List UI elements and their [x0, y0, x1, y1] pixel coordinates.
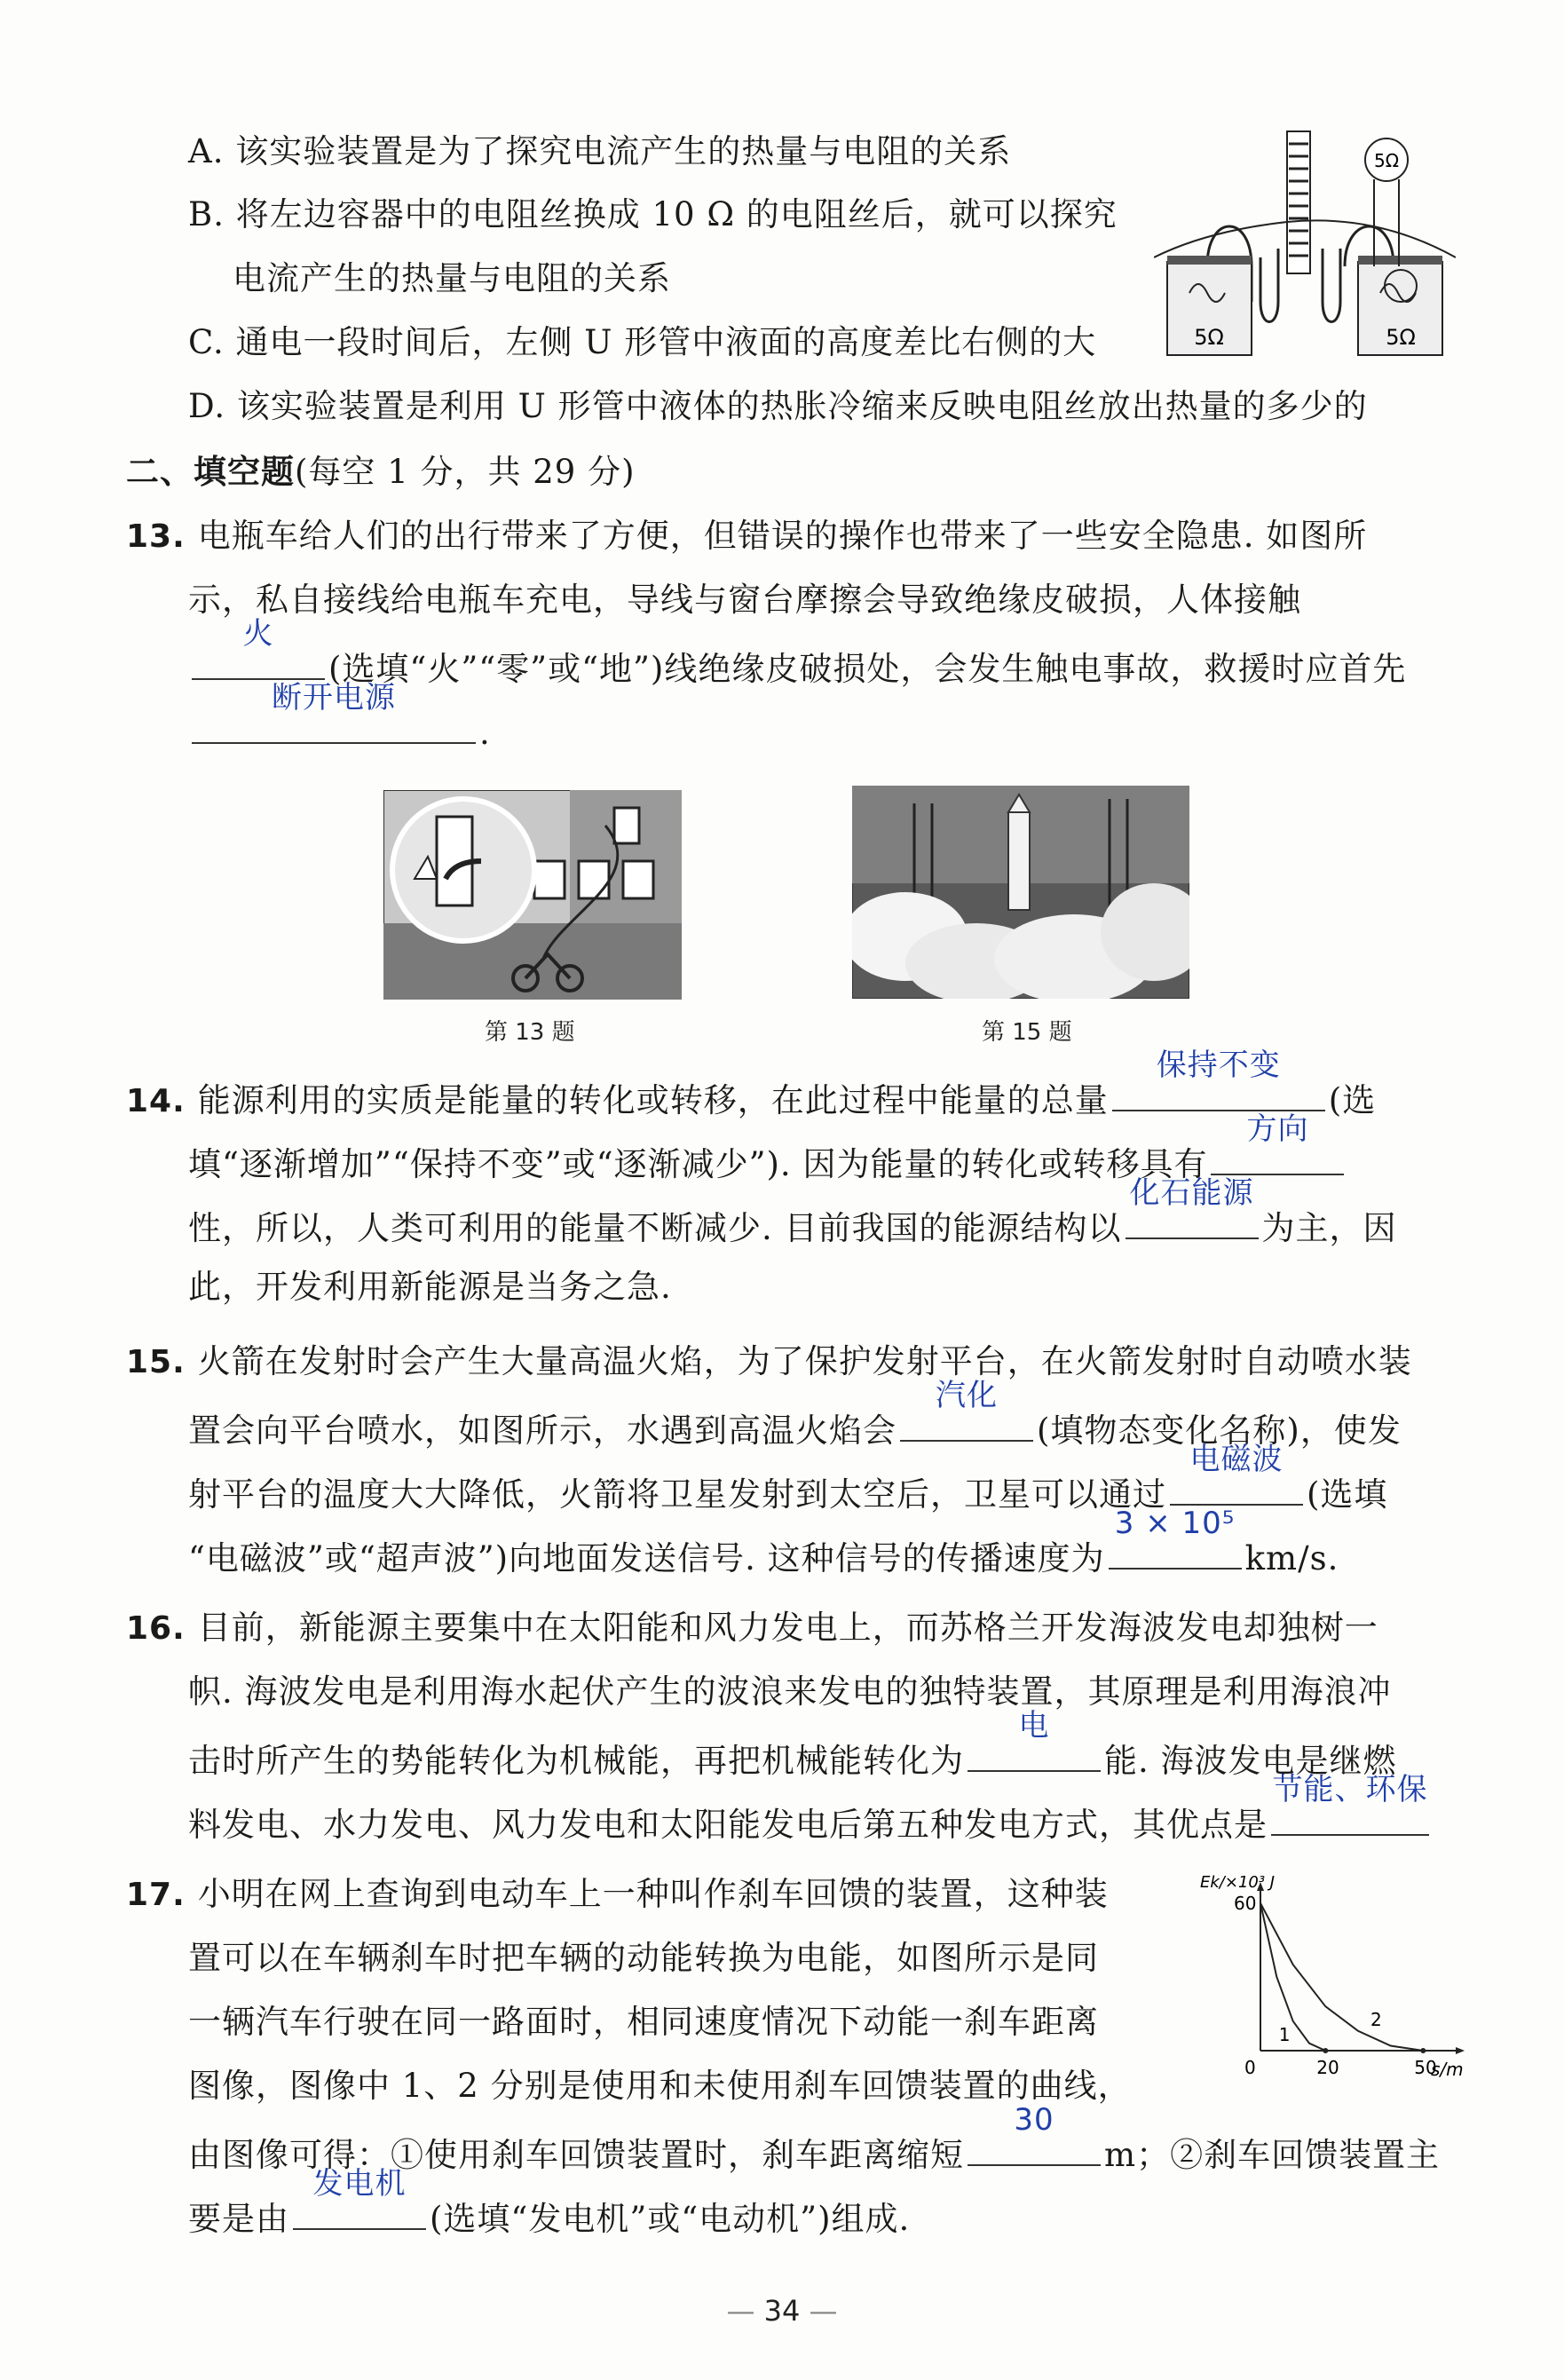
- y-tick-label: 60: [1234, 1892, 1257, 1914]
- q17-line2: 置可以在车辆刹车时把车辆的动能转换为电能，如图所示是同: [188, 1939, 1099, 1977]
- q16-blank2[interactable]: [1271, 1772, 1429, 1836]
- q17-number: 17.: [126, 1877, 186, 1913]
- q14-number: 14.: [126, 1083, 186, 1119]
- q13-text3: (选填“火”“零”或“地”)线绝缘皮破损处，会发生触电事故，救援时应首先: [328, 650, 1407, 688]
- q13-blank1[interactable]: [192, 616, 325, 680]
- x-tick-label: 50: [1414, 2057, 1437, 2077]
- section-heading: [126, 451, 636, 494]
- q13-number: 13.: [126, 518, 186, 555]
- fig13-caption: 第 13 题: [485, 1019, 575, 1046]
- q12-option-c: C. 通电一段时间后，左侧 U 形管中液面的高度差比右侧的大: [188, 323, 1097, 361]
- series-label-2: 2: [1370, 2008, 1382, 2030]
- q13-blank2[interactable]: [192, 680, 476, 744]
- q15-line2: 置会向平台喷水，如图所示，水遇到高温火焰会 汽化 (填物态变化名称)，使发: [188, 1404, 1402, 1452]
- page-number: — 34 —: [726, 2294, 838, 2328]
- q15-line1: 15. 火箭在发射时会产生大量高温火焰，为了保护发射平台，在火箭发射时自动喷水装: [126, 1342, 1412, 1380]
- q16-line3: 击时所产生的势能转化为机械能，再把机械能转化为 电 能. 海波发电是继燃: [188, 1735, 1397, 1783]
- series-end-point-2: [1420, 2048, 1426, 2053]
- q14-line2: 填“逐渐增加”“保持不变”或“逐渐减少”). 因为能量的转化或转移具有 方向: [188, 1138, 1347, 1186]
- q13-answer1: 火: [242, 616, 274, 652]
- q17-answer2: 发电机: [312, 2166, 407, 2202]
- q16-blank1[interactable]: [968, 1708, 1101, 1772]
- q15-answer3: 3 × 10⁵: [1114, 1506, 1236, 1541]
- q12-option-b-line2: 电流产生的热量与电阻的关系: [233, 259, 671, 297]
- x-tick-label: 0: [1244, 2057, 1256, 2077]
- rocket: [1008, 812, 1030, 910]
- q14-blank3[interactable]: [1126, 1175, 1259, 1239]
- q17-line6: 要是由 发电机 (选填“发电机”或“电动机”)组成.: [188, 2193, 910, 2241]
- q14-blank2[interactable]: [1211, 1111, 1344, 1175]
- q14-answer2: 方向: [1246, 1111, 1309, 1147]
- q16-answer2: 节能、环保: [1272, 1772, 1428, 1807]
- q16-number: 16.: [126, 1610, 186, 1647]
- q17-line3: 一辆汽车行驶在同一路面时，相同速度情况下动能一刹车距离: [188, 2003, 1099, 2041]
- series-end-point-1: [1323, 2048, 1328, 2053]
- q15-blank3[interactable]: [1109, 1506, 1242, 1570]
- q15-number: 15.: [126, 1344, 186, 1380]
- y-axis-label: Ek/×10³ J: [1200, 1873, 1276, 1892]
- q13-line4: 断开电源 .: [188, 707, 491, 755]
- q16-line2: 帜. 海波发电是利用海水起伏产生的波浪来发电的独特装置，其原理是利用海浪冲: [188, 1672, 1392, 1711]
- q15-line3: 射平台的温度大大降低，火箭将卫星发射到太空后，卫星可以通过 电磁波 (选填: [188, 1468, 1387, 1516]
- right-u-tube: [1323, 249, 1340, 322]
- q17-line4: 图像，图像中 1、2 分别是使用和未使用刹车回馈装置的曲线，: [188, 2067, 1132, 2105]
- q15-line4: “电磁波”或“超声波”)向地面发送信号. 这种信号的传播速度为 3 × 10⁵ km/s.: [188, 1532, 1339, 1580]
- q12-option-d: D. 该实验装置是利用 U 形管中液体的热胀冷缩来反映电阻丝放出热量的多少的: [188, 387, 1368, 425]
- q15-answer1: 汽化: [936, 1378, 998, 1413]
- fig13-image: [383, 790, 682, 1000]
- q14-blank1[interactable]: [1112, 1048, 1325, 1111]
- q12-option-a: A. 该实验装置是为了探究电流产生的热量与电阻的关系: [188, 132, 1012, 170]
- q17-line1: 17. 小明在网上查询到电动车上一种叫作刹车回馈的装置，这种装: [126, 1875, 1109, 1913]
- q14-line4: 此，开发利用新能源是当务之急.: [188, 1268, 672, 1306]
- q13-text1: 电瓶车给人们的出行带来了方便，但错误的操作也带来了一些安全隐患. 如图所: [197, 517, 1368, 555]
- q17-blank2[interactable]: [293, 2166, 426, 2230]
- resistor-right-label: 5Ω: [1386, 325, 1416, 350]
- q16-line1: 16. 目前，新能源主要集中在太阳能和风力发电上，而苏格兰开发海波发电却独树一: [126, 1609, 1378, 1647]
- q13-line1: [126, 515, 1367, 558]
- q14-line3: 性，所以，人类可利用的能量不断减少. 目前我国的能源结构以 化石能源 为主，因: [188, 1202, 1397, 1250]
- resistor-top-label: 5Ω: [1373, 150, 1400, 171]
- x-tick-label: 20: [1316, 2057, 1339, 2077]
- section-note: (每空 1 分，共 29 分): [295, 453, 636, 491]
- series-line-1: [1260, 1903, 1325, 2051]
- series-label-1: 1: [1278, 2023, 1291, 2045]
- q17-blank1[interactable]: [968, 2102, 1101, 2166]
- q14-answer3: 化石能源: [1129, 1175, 1254, 1211]
- fig15-image: [852, 786, 1189, 999]
- ruler: [1287, 131, 1310, 273]
- page-number-text: 34: [763, 2294, 801, 2328]
- q14-line1: 14. 能源利用的实质是能量的转化或转移，在此过程中能量的总量 保持不变 (选: [126, 1074, 1376, 1123]
- q17-energy-distance-chart: [1189, 1864, 1473, 2077]
- q14-answer1: 保持不变: [1156, 1048, 1281, 1083]
- q17-answer1: 30: [1014, 2102, 1055, 2138]
- x-axis-label: s/m: [1431, 2059, 1464, 2077]
- q15-answer2: 电磁波: [1189, 1442, 1284, 1477]
- q16-line4: 料发电、水力发电、风力发电和太阳能发电后第五种发电方式，其优点是 节能、环保: [188, 1799, 1433, 1846]
- resistor-left-label: 5Ω: [1194, 325, 1224, 350]
- q17-line5: 由图像可得：①使用刹车回馈装置时，刹车距离缩短 30 m；②刹车回馈装置主: [188, 2129, 1440, 2177]
- q13-answer2: 断开电源: [272, 680, 396, 716]
- q12-option-b-line1: B. 将左边容器中的电阻丝换成 10 Ω 的电阻丝后，就可以探究: [188, 195, 1118, 233]
- q15-blank2[interactable]: [1170, 1442, 1303, 1506]
- q16-answer1: 电: [1018, 1708, 1050, 1743]
- q12-apparatus-figure: [1154, 124, 1456, 364]
- q13-line2: 示，私自接线给电瓶车充电，导线与窗台摩擦会导致绝缘皮破损，人体接触: [188, 581, 1301, 619]
- fig15-caption: 第 15 题: [982, 1019, 1072, 1046]
- q15-blank1[interactable]: [900, 1378, 1033, 1442]
- section-title: 二、填空题: [126, 453, 295, 491]
